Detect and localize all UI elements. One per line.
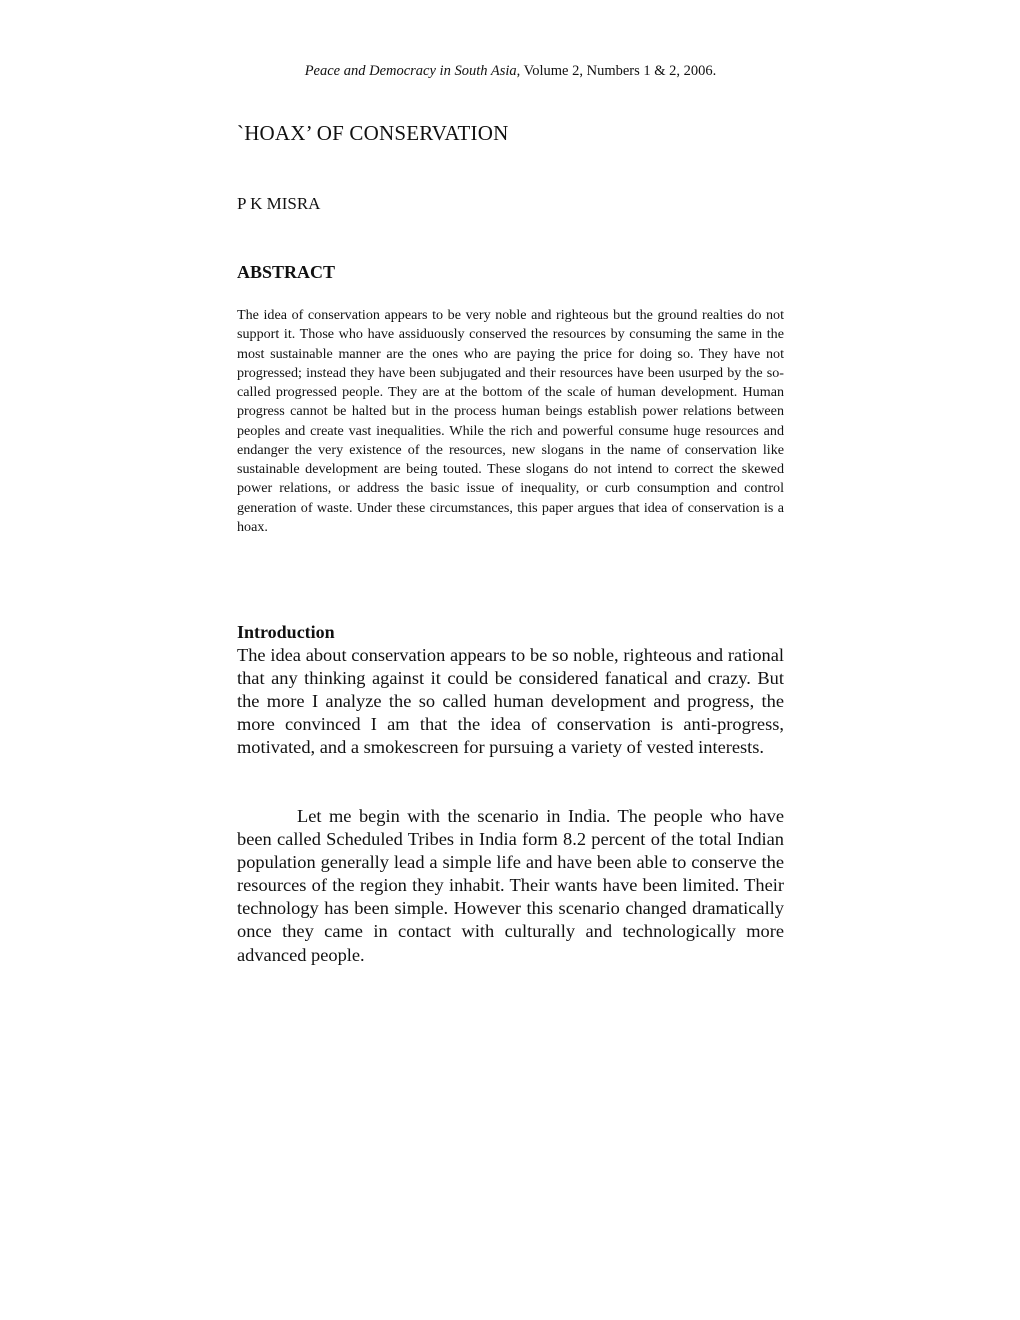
author-name: P K MISRA <box>237 194 321 213</box>
running-header <box>237 61 784 81</box>
introduction-heading: Introduction <box>237 622 335 642</box>
article-title: `HOAX’ OF CONSERVATION <box>237 121 509 145</box>
abstract-heading: ABSTRACT <box>237 262 336 282</box>
journal-title: Peace and Democracy in South Asia <box>304 63 517 79</box>
abstract-body: The idea of conservation appears to be very noble and righteous but the ground realties do not support it. Those who have assiduously conserved the resources by consuming the same in the most sustainable manner are the ones who are paying the price for doing so. They have not progressed; instead they have been subjugated and their resources have been usurped by the so-called progressed people. They are at the bottom of the scale of human development. Human progress cannot be halted but in the process human beings establish power relations between peoples and create vast inequalities. While the rich and powerful consume huge resources and endanger the very existence of the resources, new slogans in the name of conservation like sustainable development are being touted. These slogans do not intend to correct the skewed power relations, or address the basic issue of inequality, or curb consumption and control generation of waste. Under these circumstances, this paper argues that idea of conservation is a hoax. <box>237 307 784 535</box>
issue-info: , Volume 2, Numbers 1 & 2, 2006. <box>516 63 717 79</box>
introduction-paragraph-1: The idea about conservation appears to be so noble, righteous and rational that any thinking against it could be considered fanatical and crazy. But the more I analyze the so called human development and progress, the more convinced I am that the idea of conservation is anti-progress, motivated, and a smokescreen for pursuing a variety of vested interests. <box>237 645 784 758</box>
introduction-paragraph-2: Let me begin with the scenario in India. The people who have been called Scheduled Tribes in India form 8.2 percent of the total Indian population generally lead a simple life and have been able to conserve the resources of the region they inhabit. Their wants have been limited. Their technology has been simple. However this scenario changed dramatically once they came in contact with culturally and technologically more advanced people. <box>237 806 784 965</box>
